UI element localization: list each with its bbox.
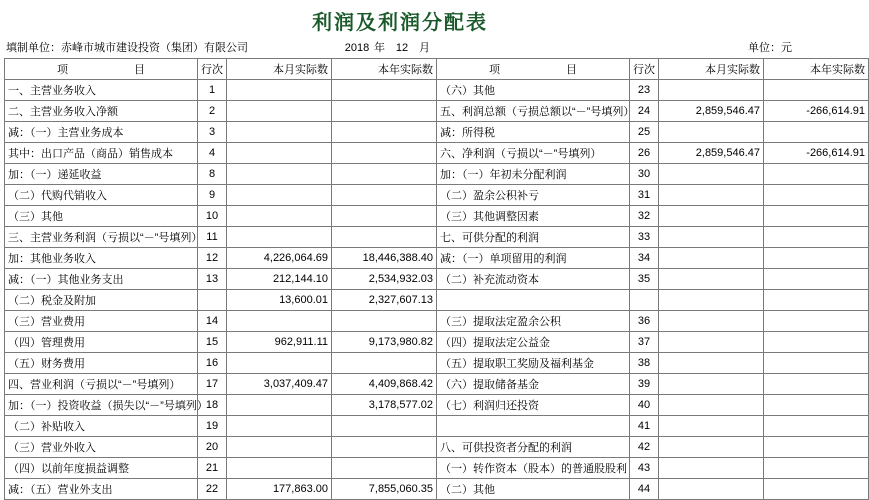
table-row — [5, 122, 869, 143]
row-month-right — [659, 164, 764, 185]
row-year-left: 18,446,388.40 — [332, 248, 437, 269]
row-item-left: 三、主营业务利润（亏损以“－”号填列） — [5, 227, 198, 248]
table-row — [5, 437, 869, 458]
row-line-right: 33 — [630, 227, 659, 248]
row-month-left — [227, 437, 332, 458]
row-year-right — [764, 332, 869, 353]
row-month-right — [659, 311, 764, 332]
row-year-right — [764, 185, 869, 206]
row-line-left: 8 — [198, 164, 227, 185]
table-row — [5, 416, 869, 437]
row-year-left — [332, 311, 437, 332]
row-month-right — [659, 458, 764, 479]
row-item-left: 减：（一）其他业务支出 — [5, 269, 198, 290]
table-row — [5, 101, 869, 122]
row-year-left — [332, 143, 437, 164]
table-row — [5, 395, 869, 416]
row-item-right — [437, 290, 630, 311]
row-year-left — [332, 122, 437, 143]
row-month-right — [659, 437, 764, 458]
row-year-right — [764, 458, 869, 479]
period-year-label: 年 — [374, 42, 385, 54]
row-item-left: 加：其他业务收入 — [5, 248, 198, 269]
row-year-right — [764, 479, 869, 500]
row-year-right — [764, 290, 869, 311]
row-year-right — [764, 80, 869, 101]
row-item-right: 七、可供分配的利润 — [437, 227, 630, 248]
row-item-right: 八、可供投资者分配的利润 — [437, 437, 630, 458]
row-line-right: 41 — [630, 416, 659, 437]
row-line-right: 24 — [630, 101, 659, 122]
row-line-right: 40 — [630, 395, 659, 416]
row-line-right — [630, 290, 659, 311]
row-item-right: （二）补充流动资本 — [437, 269, 630, 290]
row-line-right: 26 — [630, 143, 659, 164]
table-header-row — [5, 59, 869, 80]
row-month-left — [227, 185, 332, 206]
table-body — [5, 80, 869, 500]
row-item-right: 五、利润总额（亏损总额以“－”号填列） — [437, 101, 630, 122]
row-line-left: 22 — [198, 479, 227, 500]
row-item-left: （二）税金及附加 — [5, 290, 198, 311]
row-month-left — [227, 101, 332, 122]
table-row — [5, 227, 869, 248]
table-row — [5, 290, 869, 311]
row-item-right: （七）利润归还投资 — [437, 395, 630, 416]
row-month-right — [659, 248, 764, 269]
table-row — [5, 458, 869, 479]
row-line-left: 19 — [198, 416, 227, 437]
row-year-right — [764, 311, 869, 332]
row-month-left: 177,863.00 — [227, 479, 332, 500]
row-line-right: 30 — [630, 164, 659, 185]
row-line-left: 1 — [198, 80, 227, 101]
row-line-left — [198, 290, 227, 311]
row-line-left: 21 — [198, 458, 227, 479]
col-header-line-left: 行次 — [198, 59, 227, 80]
row-item-right: 六、净利润（亏损以“－”号填列） — [437, 143, 630, 164]
row-year-left — [332, 206, 437, 227]
row-item-left: （四）以前年度损益调整 — [5, 458, 198, 479]
row-month-right — [659, 353, 764, 374]
row-line-left: 16 — [198, 353, 227, 374]
row-month-right — [659, 227, 764, 248]
row-item-left: （四）管理费用 — [5, 332, 198, 353]
row-item-left: 减：（五）营业外支出 — [5, 479, 198, 500]
row-month-left — [227, 143, 332, 164]
row-month-left — [227, 395, 332, 416]
row-month-right — [659, 269, 764, 290]
table-row — [5, 332, 869, 353]
row-year-left: 9,173,980.82 — [332, 332, 437, 353]
row-month-right — [659, 374, 764, 395]
period-info — [340, 39, 430, 55]
row-line-right: 36 — [630, 311, 659, 332]
row-item-left: （二）补贴收入 — [5, 416, 198, 437]
row-month-right — [659, 479, 764, 500]
row-item-right: （六）提取储备基金 — [437, 374, 630, 395]
row-year-right — [764, 227, 869, 248]
report-page — [0, 6, 865, 496]
page-title: 利润及利润分配表 — [312, 12, 488, 34]
row-year-right: -266,614.91 — [764, 101, 869, 122]
row-year-left — [332, 416, 437, 437]
row-year-right — [764, 437, 869, 458]
col-header-year-left: 本年实际数 — [332, 59, 437, 80]
row-month-left: 4,226,064.69 — [227, 248, 332, 269]
row-item-right: （一）转作资本（股本）的普通股股利 — [437, 458, 630, 479]
row-year-left: 2,327,607.13 — [332, 290, 437, 311]
row-year-right — [764, 164, 869, 185]
row-line-right: 31 — [630, 185, 659, 206]
row-item-right: （三）其他调整因素 — [437, 206, 630, 227]
row-line-left: 18 — [198, 395, 227, 416]
row-line-right: 25 — [630, 122, 659, 143]
row-year-left: 3,178,577.02 — [332, 395, 437, 416]
row-year-right — [764, 353, 869, 374]
row-year-right — [764, 269, 869, 290]
col-header-item-right: 项 目 — [437, 59, 630, 80]
row-line-left: 9 — [198, 185, 227, 206]
row-line-left: 11 — [198, 227, 227, 248]
row-month-left: 212,144.10 — [227, 269, 332, 290]
row-month-left — [227, 164, 332, 185]
row-item-left: 减：（一）主营业务成本 — [5, 122, 198, 143]
row-line-left: 13 — [198, 269, 227, 290]
row-year-right — [764, 122, 869, 143]
preparer-label: 填制单位： — [6, 42, 61, 54]
row-item-right: （六）其他 — [437, 80, 630, 101]
row-item-left: （三）其他 — [5, 206, 198, 227]
row-year-left — [332, 458, 437, 479]
row-month-left — [227, 353, 332, 374]
row-line-right: 37 — [630, 332, 659, 353]
preparer-value: 赤峰市城市建设投资（集团）有限公司 — [61, 42, 248, 54]
row-item-left: 一、主营业务收入 — [5, 80, 198, 101]
report-meta — [0, 39, 800, 58]
table-row — [5, 353, 869, 374]
row-line-right: 35 — [630, 269, 659, 290]
row-year-left: 4,409,868.42 — [332, 374, 437, 395]
row-year-right: -266,614.91 — [764, 143, 869, 164]
row-line-left: 12 — [198, 248, 227, 269]
row-line-left: 2 — [198, 101, 227, 122]
period-month-label: 月 — [419, 42, 430, 54]
row-year-left — [332, 437, 437, 458]
row-item-left: 加：（一）投资收益（损失以“－”号填列） — [5, 395, 198, 416]
row-year-left — [332, 227, 437, 248]
row-year-right — [764, 206, 869, 227]
row-item-left: 加：（一）递延收益 — [5, 164, 198, 185]
row-month-left: 962,911.11 — [227, 332, 332, 353]
col-header-month-left: 本月实际数 — [227, 59, 332, 80]
row-month-left: 13,600.01 — [227, 290, 332, 311]
row-month-right — [659, 395, 764, 416]
row-month-right — [659, 206, 764, 227]
row-line-right: 34 — [630, 248, 659, 269]
row-line-right: 23 — [630, 80, 659, 101]
row-line-left: 14 — [198, 311, 227, 332]
row-month-right — [659, 185, 764, 206]
row-line-right: 38 — [630, 353, 659, 374]
row-year-left: 7,855,060.35 — [332, 479, 437, 500]
row-month-left — [227, 311, 332, 332]
row-month-left: 3,037,409.47 — [227, 374, 332, 395]
row-year-right — [764, 248, 869, 269]
table-row — [5, 269, 869, 290]
row-line-right: 43 — [630, 458, 659, 479]
row-item-left: （二）代购代销收入 — [5, 185, 198, 206]
profit-distribution-table — [4, 58, 869, 500]
table-row — [5, 374, 869, 395]
row-line-right: 44 — [630, 479, 659, 500]
preparer-info — [6, 39, 248, 55]
table-head — [5, 59, 869, 80]
table-row — [5, 185, 869, 206]
table-row — [5, 80, 869, 101]
col-header-line-right: 行次 — [630, 59, 659, 80]
row-line-left: 20 — [198, 437, 227, 458]
row-month-right — [659, 80, 764, 101]
row-item-right: 减：所得税 — [437, 122, 630, 143]
row-item-left: （五）财务费用 — [5, 353, 198, 374]
col-header-year-right: 本年实际数 — [764, 59, 869, 80]
row-item-right: 减：（一）单项留用的利润 — [437, 248, 630, 269]
row-item-left: （三）营业外收入 — [5, 437, 198, 458]
row-item-left: （三）营业费用 — [5, 311, 198, 332]
row-year-left — [332, 353, 437, 374]
col-header-item-left: 项 目 — [5, 59, 198, 80]
table-row — [5, 164, 869, 185]
row-item-right: （三）提取法定盈余公积 — [437, 311, 630, 332]
table-row — [5, 206, 869, 227]
row-item-left: 其中：出口产品（商品）销售成本 — [5, 143, 198, 164]
row-line-right: 32 — [630, 206, 659, 227]
row-month-right — [659, 416, 764, 437]
row-year-right — [764, 416, 869, 437]
row-month-right — [659, 332, 764, 353]
row-year-right — [764, 374, 869, 395]
row-item-left: 二、主营业务收入净额 — [5, 101, 198, 122]
row-item-right: （二）盈余公积补亏 — [437, 185, 630, 206]
col-header-month-right: 本月实际数 — [659, 59, 764, 80]
row-month-right — [659, 290, 764, 311]
period-month-value: 12 — [395, 42, 409, 54]
row-month-right — [659, 122, 764, 143]
period-year-value: 2018 — [344, 42, 370, 54]
row-item-right: 加：（一）年初未分配利润 — [437, 164, 630, 185]
table-row — [5, 479, 869, 500]
row-month-left — [227, 206, 332, 227]
row-line-left: 4 — [198, 143, 227, 164]
row-month-left — [227, 227, 332, 248]
row-year-right — [764, 395, 869, 416]
row-month-left — [227, 80, 332, 101]
row-month-left — [227, 416, 332, 437]
row-line-left: 3 — [198, 122, 227, 143]
row-month-right: 2,859,546.47 — [659, 101, 764, 122]
row-month-left — [227, 122, 332, 143]
row-line-left: 10 — [198, 206, 227, 227]
row-item-left: 四、营业利润（亏损以“－”号填列） — [5, 374, 198, 395]
row-year-left — [332, 185, 437, 206]
row-month-right: 2,859,546.47 — [659, 143, 764, 164]
table-row — [5, 143, 869, 164]
unit-label: 单位：元 — [748, 42, 792, 54]
row-year-left — [332, 164, 437, 185]
row-year-left — [332, 80, 437, 101]
row-line-right: 39 — [630, 374, 659, 395]
row-line-right: 42 — [630, 437, 659, 458]
row-item-right: （五）提取职工奖励及福利基金 — [437, 353, 630, 374]
row-item-right: （四）提取法定公益金 — [437, 332, 630, 353]
table-row — [5, 248, 869, 269]
table-row — [5, 311, 869, 332]
row-month-left — [227, 458, 332, 479]
row-line-left: 15 — [198, 332, 227, 353]
row-year-left: 2,534,932.03 — [332, 269, 437, 290]
row-item-right: （二）其他 — [437, 479, 630, 500]
row-item-right — [437, 416, 630, 437]
row-line-left: 17 — [198, 374, 227, 395]
row-year-left — [332, 101, 437, 122]
